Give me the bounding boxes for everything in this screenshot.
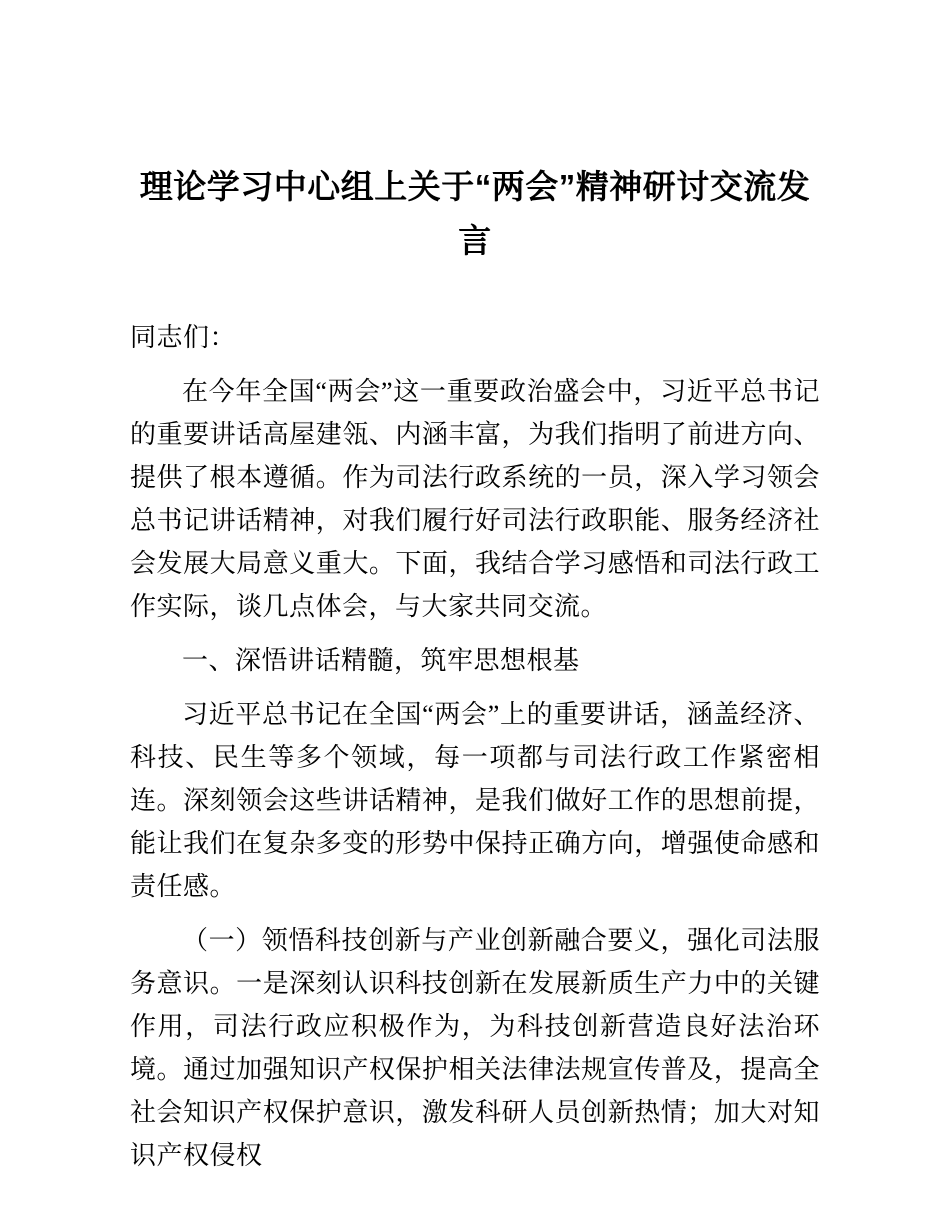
document-body xyxy=(130,316,820,1177)
paragraph-intro: 在今年全国“两会”这一重要政治盛会中，习近平总书记的重要讲话高屋建瓴、内涵丰富，为我们指明了前进方向、提供了根本遵循。作为司法行政系统的一员，深入学习领会总书记讲话精神，对我们履行好司法行政职能、服务经济社会发展大局意义重大。下面，我结合学习感悟和司法行政工作实际，谈几点体会，与大家共同交流。 xyxy=(130,377,820,621)
paragraph-section-1-body: 习近平总书记在全国“两会”上的重要讲话，涵盖经济、科技、民生等多个领域，每一项都与司法行政工作紧密相连。深刻领会这些讲话精神，是我们做好工作的思想前提，能让我们在复杂多变的形势中保持正确方向，增强使命感和责任感。 xyxy=(130,700,820,901)
document-title: 理论学习中心组上关于“两会”精神研讨交流发言 xyxy=(139,168,811,259)
section-heading-1: 一、深悟讲话精髓，筑牢思想根基 xyxy=(182,646,580,675)
salutation: 同志们： xyxy=(130,323,237,352)
paragraph-subsection-1: （一）领悟科技创新与产业创新融合要义，强化司法服务意识。一是深刻认识科技创新在发展新质生产力中的关键作用，司法行政应积极作为，为科技创新营造良好法治环境。通过加强知识产权保护相关法律法规宣传普及，提高全社会知识产权保护意识，激发科研人员创新热情；加大对知识产权侵权 xyxy=(130,926,820,1170)
